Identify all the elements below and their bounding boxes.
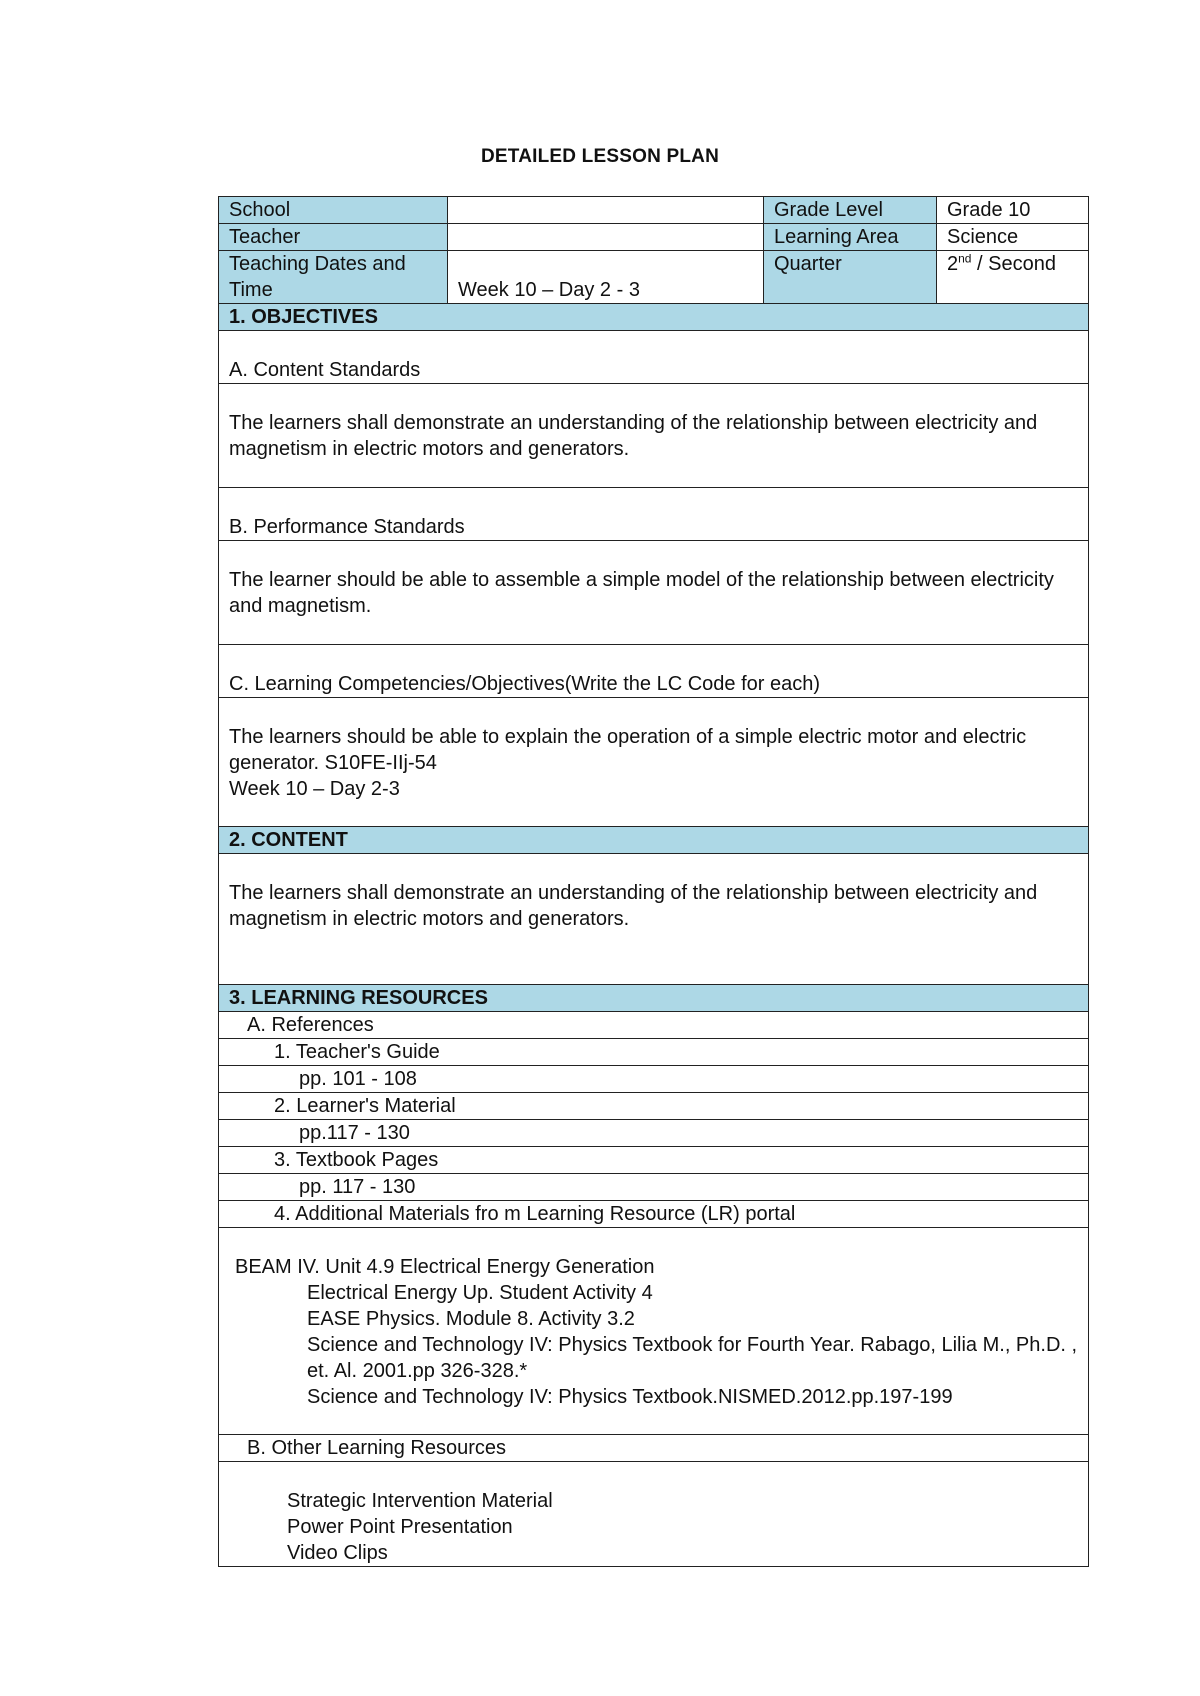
content-text-row xyxy=(219,854,1089,985)
other-resources-row xyxy=(219,1435,1089,1462)
other-resources-cell xyxy=(219,1462,1089,1567)
content-heading: 2. CONTENT xyxy=(219,827,1089,854)
competencies-label-row xyxy=(219,645,1089,698)
references-row xyxy=(219,1012,1089,1039)
competencies-label: C. Learning Competencies/Objectives(Write the LC Code for each) xyxy=(219,645,1089,698)
page-title: DETAILED LESSON PLAN xyxy=(481,146,719,167)
school-row xyxy=(219,197,1089,224)
teaching-dates-value: Week 10 – Day 2 - 3 xyxy=(448,251,764,304)
competencies-week: Week 10 – Day 2-3 xyxy=(229,778,400,800)
grade-level-value: Grade 10 xyxy=(937,197,1089,224)
content-standards-text: The learners shall demonstrate an understanding of the relationship between electricity and magnetism in electric motors and generators. xyxy=(219,384,1089,488)
additional-materials-cell xyxy=(219,1228,1089,1435)
teacher-label: Teacher xyxy=(219,224,448,251)
teaching-dates-label: Teaching Dates and Time xyxy=(219,251,448,304)
other-resources-list xyxy=(229,1488,1088,1566)
other-resource-item: Power Point Presentation xyxy=(287,1516,513,1538)
teacher-value xyxy=(448,224,764,251)
teachers-guide-label: 1. Teacher's Guide xyxy=(219,1039,1089,1066)
other-resource-item: Strategic Intervention Material xyxy=(287,1490,553,1512)
grade-level-label: Grade Level xyxy=(764,197,937,224)
other-resources-list-row xyxy=(219,1462,1089,1567)
learners-material-row xyxy=(219,1093,1089,1120)
learning-area-label: Learning Area xyxy=(764,224,937,251)
quarter-ordinal-suffix: nd xyxy=(958,251,972,266)
textbook-row xyxy=(219,1147,1089,1174)
learners-material-pages: pp.117 - 130 xyxy=(219,1120,1089,1147)
dates-row xyxy=(219,251,1089,304)
quarter-label: Quarter xyxy=(764,251,937,304)
learners-material-label: 2. Learner's Material xyxy=(219,1093,1089,1120)
objectives-heading: 1. OBJECTIVES xyxy=(219,304,1089,331)
competencies-text: The learners should be able to explain the operation of a simple electric motor and electric generator. S10FE-IIj-54 xyxy=(229,726,1027,774)
content-heading-row xyxy=(219,827,1089,854)
additional-materials-row xyxy=(219,1201,1089,1228)
school-value xyxy=(448,197,764,224)
resources-heading: 3. LEARNING RESOURCES xyxy=(219,985,1089,1012)
additional-materials-list-row xyxy=(219,1228,1089,1435)
performance-standards-label: B. Performance Standards xyxy=(219,488,1089,541)
learners-material-pages-row xyxy=(219,1120,1089,1147)
teacher-row xyxy=(219,224,1089,251)
additional-material-item: Science and Technology IV: Physics Textbook for Fourth Year. Rabago, Lilia M., Ph.D. , et. Al. 2001.pp 326-328.* xyxy=(307,1334,1078,1382)
additional-material-first: BEAM IV. Unit 4.9 Electrical Energy Generation xyxy=(235,1256,655,1278)
content-standards-label-row xyxy=(219,331,1089,384)
other-resource-item: Video Clips xyxy=(287,1542,388,1564)
teachers-guide-pages-row xyxy=(219,1066,1089,1093)
school-label: School xyxy=(219,197,448,224)
quarter-ordinal: 2 xyxy=(947,253,959,275)
references-label: A. References xyxy=(219,1012,1089,1039)
additional-material-item: EASE Physics. Module 8. Activity 3.2 xyxy=(307,1308,635,1330)
performance-standards-label-row xyxy=(219,488,1089,541)
performance-standards-text: The learner should be able to assemble a simple model of the relationship between electricity and magnetism. xyxy=(219,541,1089,645)
additional-material-item: Electrical Energy Up. Student Activity 4 xyxy=(307,1282,653,1304)
content-standards-text-row xyxy=(219,384,1089,488)
other-resources-label: B. Other Learning Resources xyxy=(219,1435,1089,1462)
lesson-plan-table xyxy=(218,196,1089,1567)
objectives-heading-row xyxy=(219,304,1089,331)
competencies-cell xyxy=(219,698,1089,827)
quarter-value xyxy=(937,251,1089,304)
textbook-label: 3. Textbook Pages xyxy=(219,1147,1089,1174)
learning-area-value: Science xyxy=(937,224,1089,251)
competencies-text-row xyxy=(219,698,1089,827)
content-standards-label: A. Content Standards xyxy=(219,331,1089,384)
performance-standards-text-row xyxy=(219,541,1089,645)
textbook-pages-row xyxy=(219,1174,1089,1201)
resources-heading-row xyxy=(219,985,1089,1012)
teachers-guide-pages: pp. 101 - 108 xyxy=(219,1066,1089,1093)
teachers-guide-row xyxy=(219,1039,1089,1066)
content-text: The learners shall demonstrate an understanding of the relationship between electricity and magnetism in electric motors and generators. xyxy=(219,854,1089,985)
textbook-pages: pp. 117 - 130 xyxy=(219,1174,1089,1201)
additional-materials-label: 4. Additional Materials fro m Learning Resource (LR) portal xyxy=(219,1201,1089,1228)
additional-materials-list xyxy=(229,1280,1088,1410)
additional-material-item: Science and Technology IV: Physics Textbook.NISMED.2012.pp.197-199 xyxy=(307,1386,953,1408)
quarter-rest: / Second xyxy=(971,253,1056,275)
